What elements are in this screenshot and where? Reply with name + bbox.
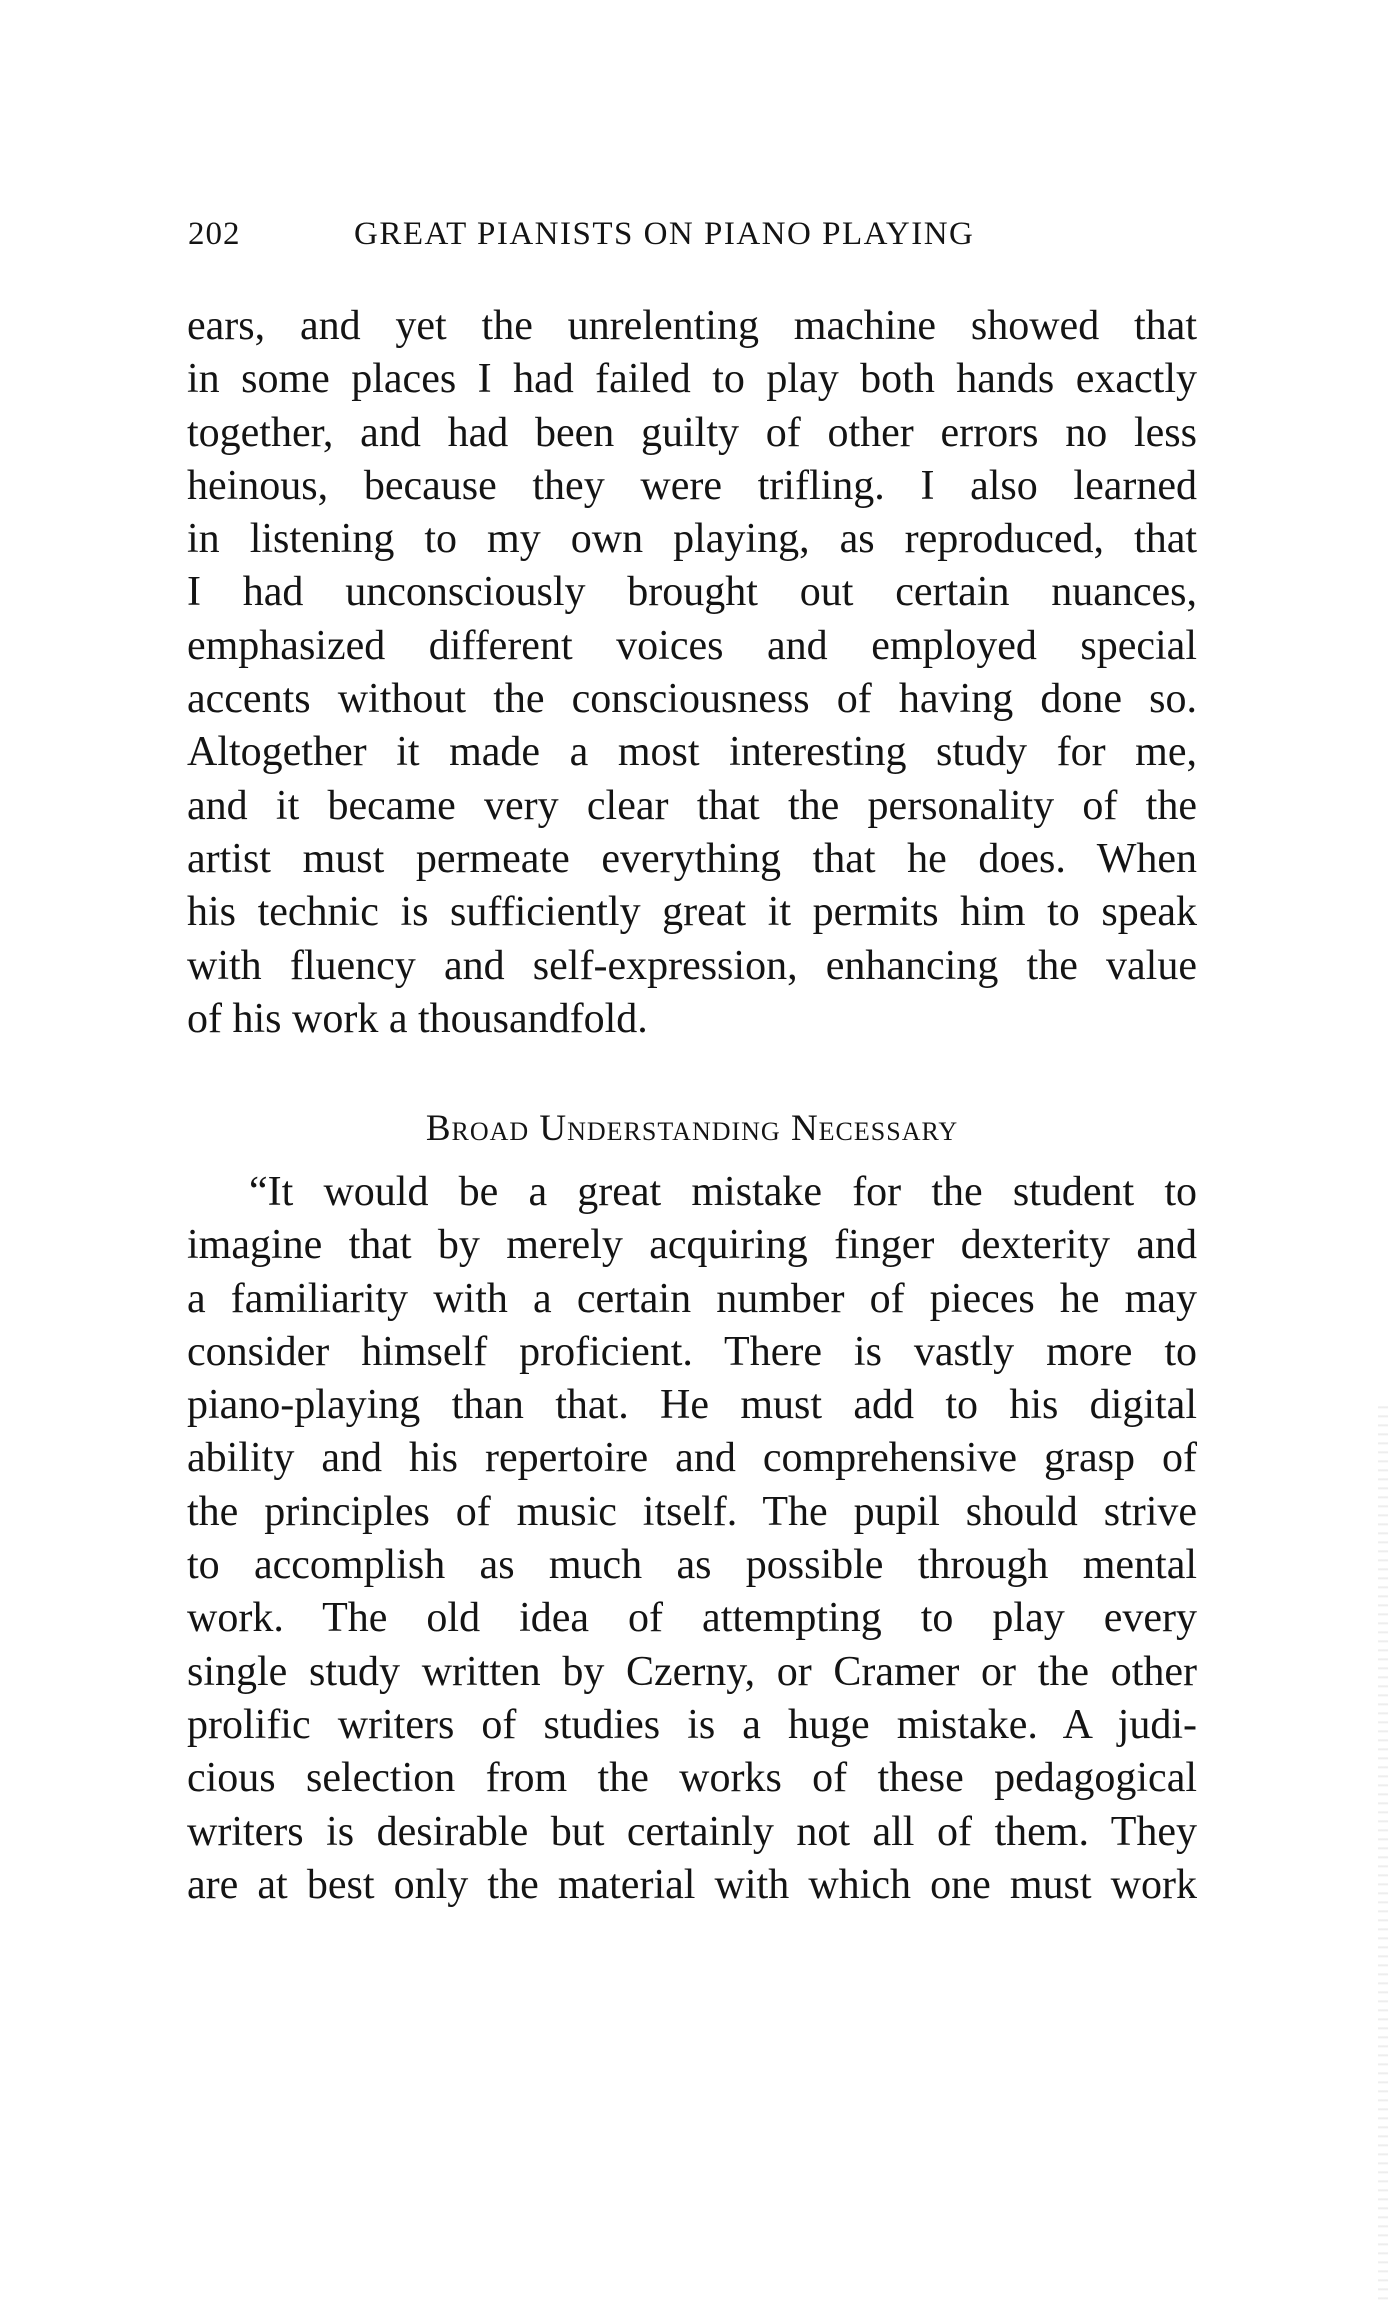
text-line: accents without the consciousness of having done so. [187, 676, 1197, 723]
section-heading: Broad Understanding Necessary [425, 1108, 959, 1149]
text-line: writers is desirable but certainly not all of them. They [187, 1808, 1197, 1855]
text-line: the principles of music itself. The pupil should strive [187, 1488, 1197, 1535]
text-line: and it became very clear that the personality of the [187, 782, 1197, 829]
text-line: work. The old idea of attempting to play every [187, 1595, 1197, 1642]
text-line: emphasized different voices and employed special [187, 622, 1197, 669]
text-line: of his work a thousandfold. [187, 995, 648, 1042]
text-line: together, and had been guilty of other errors no less [187, 409, 1197, 456]
text-line: ears, and yet the unrelenting machine showed that [187, 303, 1197, 349]
text-line: heinous, because they were trifling. I also learned [187, 462, 1197, 509]
text-line: are at best only the material with which one must work [187, 1861, 1197, 1908]
text-line: artist must permeate everything that he does. When [187, 835, 1197, 882]
text-line: in listening to my own playing, as reproduced, that [187, 516, 1197, 563]
running-head: GREAT PIANISTS ON PIANO PLAYING [354, 216, 975, 252]
text-line: “It would be a great mistake for the student to [249, 1169, 1197, 1215]
text-line: ability and his repertoire and comprehensive grasp of [187, 1435, 1197, 1482]
paragraph-1 [187, 300, 1197, 1046]
page-header [188, 216, 1198, 266]
text-line: cious selection from the works of these pedagogical [187, 1755, 1197, 1802]
scan-edge-artifact [1378, 1400, 1388, 2300]
text-line: with fluency and self-expression, enhancing the value [187, 942, 1197, 989]
page-number: 202 [188, 216, 241, 252]
paragraph-2 [187, 1166, 1197, 1912]
text-line: piano-playing than that. He must add to his digital [187, 1382, 1197, 1429]
text-line: I had unconsciously brought out certain nuances, [187, 569, 1197, 616]
text-line: single study written by Czerny, or Cramer or the other [187, 1648, 1197, 1695]
text-line: to accomplish as much as possible through mental [187, 1542, 1197, 1589]
text-line: a familiarity with a certain number of pieces he may [187, 1275, 1197, 1322]
text-line: imagine that by merely acquiring finger dexterity and [187, 1222, 1197, 1269]
text-line: his technic is sufficiently great it permits him to speak [187, 889, 1197, 936]
text-line: prolific writers of studies is a huge mistake. A judi- [187, 1701, 1197, 1748]
text-line: in some places I had failed to play both hands exactly [187, 356, 1197, 403]
text-line: Altogether it made a most interesting study for me, [187, 729, 1197, 776]
text-line: consider himself proficient. There is vastly more to [187, 1328, 1197, 1375]
